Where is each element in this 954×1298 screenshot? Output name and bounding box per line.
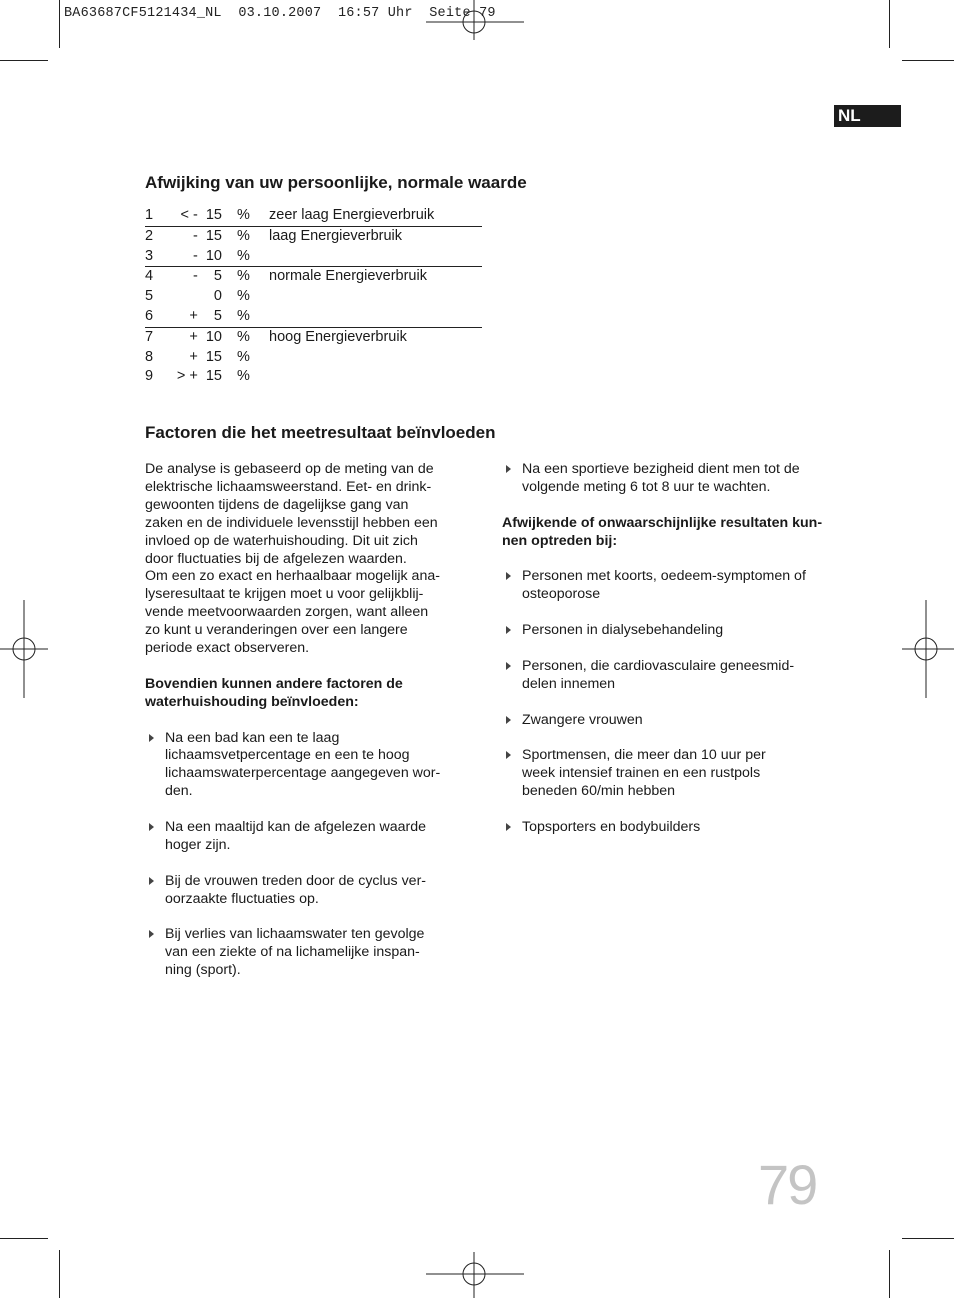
deviation-value: - 5 (192, 268, 222, 285)
list-item-line: delen innemen (522, 675, 616, 692)
deviation-value: - 15 (192, 227, 222, 244)
wait-item (502, 461, 842, 497)
deviation-item (502, 622, 842, 640)
list-item-line: Bij verlies van lichaamswater ten gevolge (165, 926, 425, 943)
registration-mark-bottom (426, 1252, 524, 1298)
percent-unit: % (237, 268, 250, 285)
bullet-triangle-icon (149, 823, 154, 831)
list-item-line: volgende meting 6 tot 8 uur te wachten. (522, 478, 771, 495)
percent-unit: % (237, 328, 250, 345)
crop-mark (0, 1238, 48, 1239)
intro-line: vende meetvoorwaarden zorgen, want alleen (145, 604, 429, 621)
energy-description: hoog Energieverbruik (269, 328, 407, 345)
percent-unit: % (237, 368, 250, 385)
list-item-line: lichaamsvetpercentage en een te hoog (165, 747, 410, 764)
list-item-line: Na een maaltijd kan de afgelezen waarde (165, 819, 427, 836)
energy-description: zeer laag Energieverbruik (269, 207, 435, 223)
bullet-triangle-icon (149, 734, 154, 742)
intro-line: Om een zo exact en herhaalbaar mogelijk ana- (145, 568, 440, 585)
crop-mark (902, 60, 954, 61)
percent-unit: % (237, 307, 250, 324)
intro-line: invloed op de waterhuishouding. Dit uit zich (145, 532, 418, 549)
table-row (145, 328, 482, 348)
level-number: 3 (145, 247, 154, 264)
intro-line: De analyse is gebaseerd op de meting van de (145, 461, 434, 477)
bullet-triangle-icon (149, 930, 154, 938)
bullet-triangle-icon (506, 465, 511, 473)
deviation-item (502, 819, 842, 837)
left-column (145, 461, 480, 998)
list-item-line: Personen, die cardiovasculaire geneesmid- (522, 657, 795, 674)
intro-line: gewoonten tijdens de dagelijkse gang van (145, 496, 409, 513)
deviation-table (145, 206, 482, 387)
list-item-line: Zwangere vrouwen (522, 711, 643, 728)
factor-item (145, 926, 480, 980)
heading-line: Afwijkende of onwaarschijnlijke resultaten kun- (502, 514, 823, 531)
deviation-item (502, 747, 842, 801)
deviation-item (502, 658, 842, 694)
list-item-line: Sportmensen, die meer dan 10 uur per (522, 747, 766, 764)
list-item-line: den. (165, 783, 193, 800)
deviation-heading (502, 515, 842, 551)
list-item-line: Na een bad kan een te laag (165, 729, 340, 746)
bullet-triangle-icon (506, 572, 511, 580)
section-title-deviation: Afwijking van uw persoonlijke, normale waarde (145, 173, 527, 192)
factor-item (145, 730, 480, 802)
wait-list (502, 461, 842, 497)
bullet-triangle-icon (506, 751, 511, 759)
list-item-line: hoger zijn. (165, 836, 231, 853)
table-row (145, 348, 482, 368)
list-item-line: Personen in dialysebehandeling (522, 622, 724, 639)
level-number: 2 (145, 227, 154, 244)
crop-mark (0, 60, 48, 61)
bullet-triangle-icon (506, 716, 511, 724)
table-row (145, 287, 482, 307)
level-number: 7 (145, 328, 154, 345)
intro-paragraph (145, 461, 480, 658)
percent-unit: % (237, 348, 250, 365)
intro-line: periode exact observeren. (145, 640, 310, 657)
list-item-line: osteoporose (522, 586, 601, 603)
intro-line: zo kunt u veranderingen over een langere (145, 622, 408, 639)
deviation-value: - 10 (192, 247, 222, 264)
table-row (145, 247, 482, 268)
deviation-value: + 5 (189, 307, 222, 324)
table-row (145, 307, 482, 328)
percent-unit: % (237, 207, 250, 223)
section-title-factors: Factoren die het meetresultaat beïnvloeden (145, 423, 496, 442)
level-number: 1 (145, 207, 154, 223)
list-item-line: week intensief trainen en een rustpols (522, 765, 761, 782)
deviation-item (502, 712, 842, 730)
heading-line: Bovendien kunnen andere factoren de (145, 675, 403, 692)
crop-mark (59, 0, 60, 48)
list-item-line: Topsporters en bodybuilders (522, 819, 701, 836)
factor-item (145, 819, 480, 855)
crop-mark (889, 0, 890, 48)
list-item-line: ning (sport). (165, 962, 241, 979)
bullet-triangle-icon (506, 662, 511, 670)
table-row (145, 267, 482, 287)
list-item-line: Na een sportieve bezigheid dient men tot de (522, 461, 800, 477)
percent-unit: % (237, 247, 250, 264)
level-number: 6 (145, 307, 154, 324)
crop-mark (59, 1250, 60, 1298)
deviations-list (502, 568, 842, 837)
print-header: BA63687CF5121434_NL 03.10.2007 16:57 Uhr Seite 79 (64, 6, 496, 21)
deviation-value: + 10 (189, 328, 222, 345)
energy-description: laag Energieverbruik (269, 227, 402, 244)
factor-item (145, 873, 480, 909)
intro-line: lyseresultaat te krijgen moet u voor gelijkblij- (145, 586, 424, 603)
factors-list (145, 730, 480, 981)
factors-heading (145, 676, 480, 712)
list-item-line: Bij de vrouwen treden door de cyclus ver- (165, 872, 427, 889)
percent-unit: % (237, 288, 250, 305)
crop-mark (902, 1238, 954, 1239)
intro-line: elektrische lichaamsweerstand. Eet- en drink- (145, 478, 432, 495)
deviation-value: > + 15 (176, 368, 222, 385)
list-item-line: Personen met koorts, oedeem-symptomen of (522, 568, 806, 585)
registration-mark-left (0, 600, 48, 698)
deviation-value: 0 (213, 288, 222, 305)
page-number: 79 (758, 1153, 817, 1216)
list-item-line: beneden 60/min hebben (522, 783, 676, 800)
right-column (502, 461, 842, 855)
deviation-item (502, 568, 842, 604)
table-row (145, 227, 482, 247)
bullet-triangle-icon (149, 877, 154, 885)
level-number: 9 (145, 368, 154, 385)
deviation-value: < - 15 (180, 207, 222, 223)
percent-unit: % (237, 227, 250, 244)
level-number: 8 (145, 348, 154, 365)
intro-line: door fluctuaties bij de afgelezen waarden. (145, 550, 407, 567)
energy-description: normale Energieverbruik (269, 268, 427, 285)
list-item-line: lichaamswaterpercentage aangegeven wor- (165, 765, 441, 782)
crop-mark (889, 1250, 890, 1298)
registration-mark-right (902, 600, 954, 698)
table-row (145, 367, 482, 387)
level-number: 5 (145, 288, 154, 305)
heading-line: waterhuishouding beïnvloeden: (145, 693, 359, 710)
level-number: 4 (145, 268, 154, 285)
bullet-triangle-icon (506, 626, 511, 634)
deviation-value: + 15 (189, 348, 222, 365)
table-row (145, 206, 482, 227)
bullet-triangle-icon (506, 823, 511, 831)
language-tab: NL (834, 105, 901, 127)
intro-line: zaken en de individuele levensstijl hebben een (145, 514, 438, 531)
list-item-line: oorzaakte fluctuaties op. (165, 890, 319, 907)
list-item-line: van een ziekte of na lichamelijke inspan- (165, 944, 420, 961)
heading-line: nen optreden bij: (502, 532, 618, 549)
